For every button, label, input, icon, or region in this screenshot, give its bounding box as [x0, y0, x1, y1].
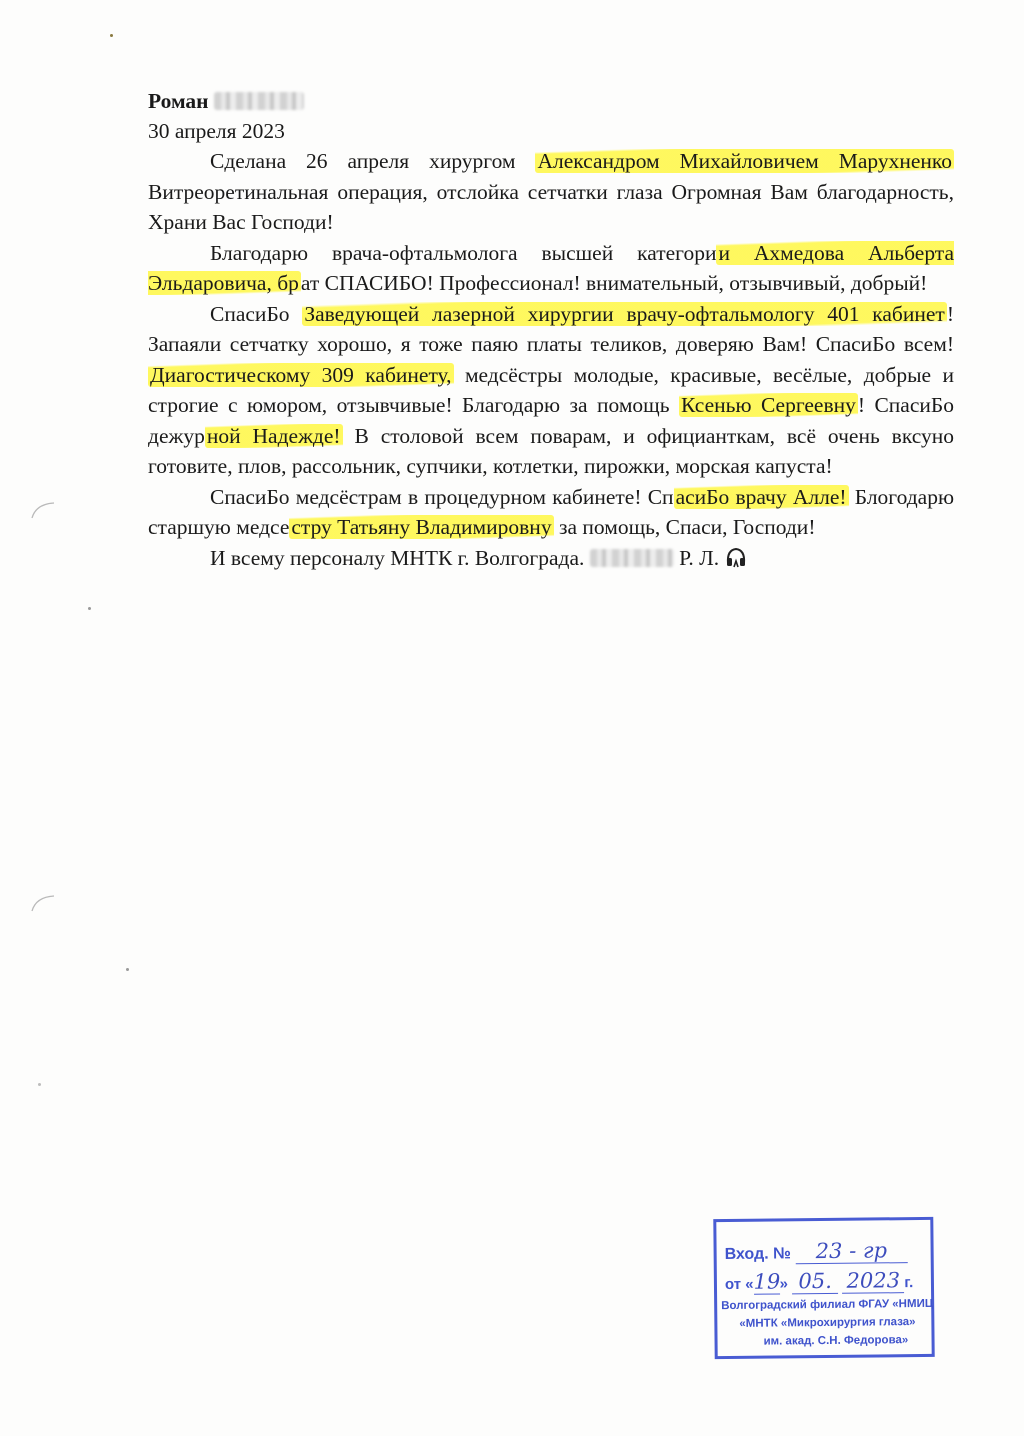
- scan-speck: [38, 1083, 41, 1086]
- stamp-incoming-row: [724, 1238, 907, 1265]
- highlighted-text: и Ахмедова Альберта Эльдаровича, бр: [148, 240, 954, 295]
- redacted-surname: [590, 549, 674, 567]
- highlighted-text: Заведующей лазерной хирургии врачу-офтальмологу 401 кабинет: [304, 301, 945, 326]
- punch-hole-mark: [30, 893, 56, 913]
- stamp-org-line-3: им. акад. С.Н. Федорова»: [763, 1334, 909, 1348]
- text-run: Блогодарю старшую медсе: [148, 484, 955, 539]
- stamp-from-label: от «: [724, 1275, 754, 1294]
- scan-speck: [126, 968, 129, 971]
- text-run: СпасиБо: [210, 301, 303, 326]
- stamp-month: 05.: [792, 1269, 838, 1294]
- highlighted-text: Диагостическому 309 кабинету,: [150, 362, 452, 387]
- stamp-day-close: »: [779, 1275, 789, 1293]
- punch-hole-mark: [30, 500, 56, 520]
- stamp-org-line-2: «МНТК «Микрохирургия глаза»: [739, 1316, 916, 1330]
- stamp-day: 19: [753, 1269, 781, 1294]
- text-run: Благодарю врача-офтальмолога высшей категори: [210, 240, 717, 265]
- highlighted-text: стру Татьяну Владимировну: [291, 515, 552, 539]
- scan-speck: [88, 607, 91, 610]
- scan-speck: [110, 34, 113, 37]
- text-run: Сделана 26 апреля хирургом: [210, 149, 536, 173]
- text-run: В столовой всем поварам, и официанткам, всё очень вксуно готовите, плов, рассольник, супчики, котлетки, пирожки, морская капуста!: [148, 423, 955, 478]
- stamp-date-row: [725, 1268, 914, 1295]
- highlighted-text: асиБо врачу Алле!: [675, 484, 847, 509]
- signature-glyph-icon: [724, 545, 748, 569]
- text-run: СпасиБо медсёстрам в процедурном кабинете! Сп: [210, 484, 674, 509]
- letter-date: 30 апреля 2023: [148, 119, 285, 143]
- highlighted-text: Александром Михайловичем Марухненко: [537, 149, 952, 173]
- paragraph-1: [148, 146, 954, 238]
- registration-stamp: [713, 1217, 934, 1359]
- text-run: ! Запаяли сетчатку хорошо, я тоже паяю платы теликов, доверяю Вам! СпасиБо всем!: [148, 301, 954, 356]
- letter-body: [148, 86, 954, 573]
- paragraph-4: [148, 482, 954, 543]
- text-run: Витреоретинальная операция, отслойка сетчатки глаза Огромная Вам благодарность, Храни Вас Господи!: [148, 179, 954, 234]
- stamp-year-suffix: г.: [904, 1274, 914, 1292]
- text-run: медсёстры молодые, красивые, весёлые, добрые и строгие с юмором, отзывчивые! Благодарю за помощь: [148, 362, 954, 417]
- stamp-org-line-1: Волгоградский филиал ФГАУ «НМИЦ: [721, 1297, 934, 1313]
- text-run: ат СПАСИБО! Профессионал! внимательный, отзывчивый, добрый!: [300, 271, 928, 295]
- redacted-surname: [214, 92, 304, 110]
- text-run: И всему персоналу МНТК г. Волгограда.: [210, 545, 590, 570]
- highlighted-text: Ксенью Сергеевну: [680, 393, 856, 417]
- stamp-year: 2023: [842, 1268, 904, 1294]
- text-run: Р. Л.: [673, 545, 720, 570]
- highlighted-text: ной Надежде!: [206, 423, 341, 448]
- paragraph-2: [148, 238, 954, 299]
- paragraph-5: [148, 543, 954, 574]
- text-run: за помощь, Спаси, Господи!: [553, 515, 816, 539]
- stamp-incoming-number: 23 - гр: [795, 1238, 907, 1264]
- author-line: [148, 86, 954, 116]
- stamp-incoming-label: Вход. №: [724, 1245, 792, 1264]
- author-first-name: Роман: [148, 89, 209, 113]
- paragraph-3: [148, 299, 954, 482]
- text-run: ! СпасиБо дежур: [148, 393, 954, 448]
